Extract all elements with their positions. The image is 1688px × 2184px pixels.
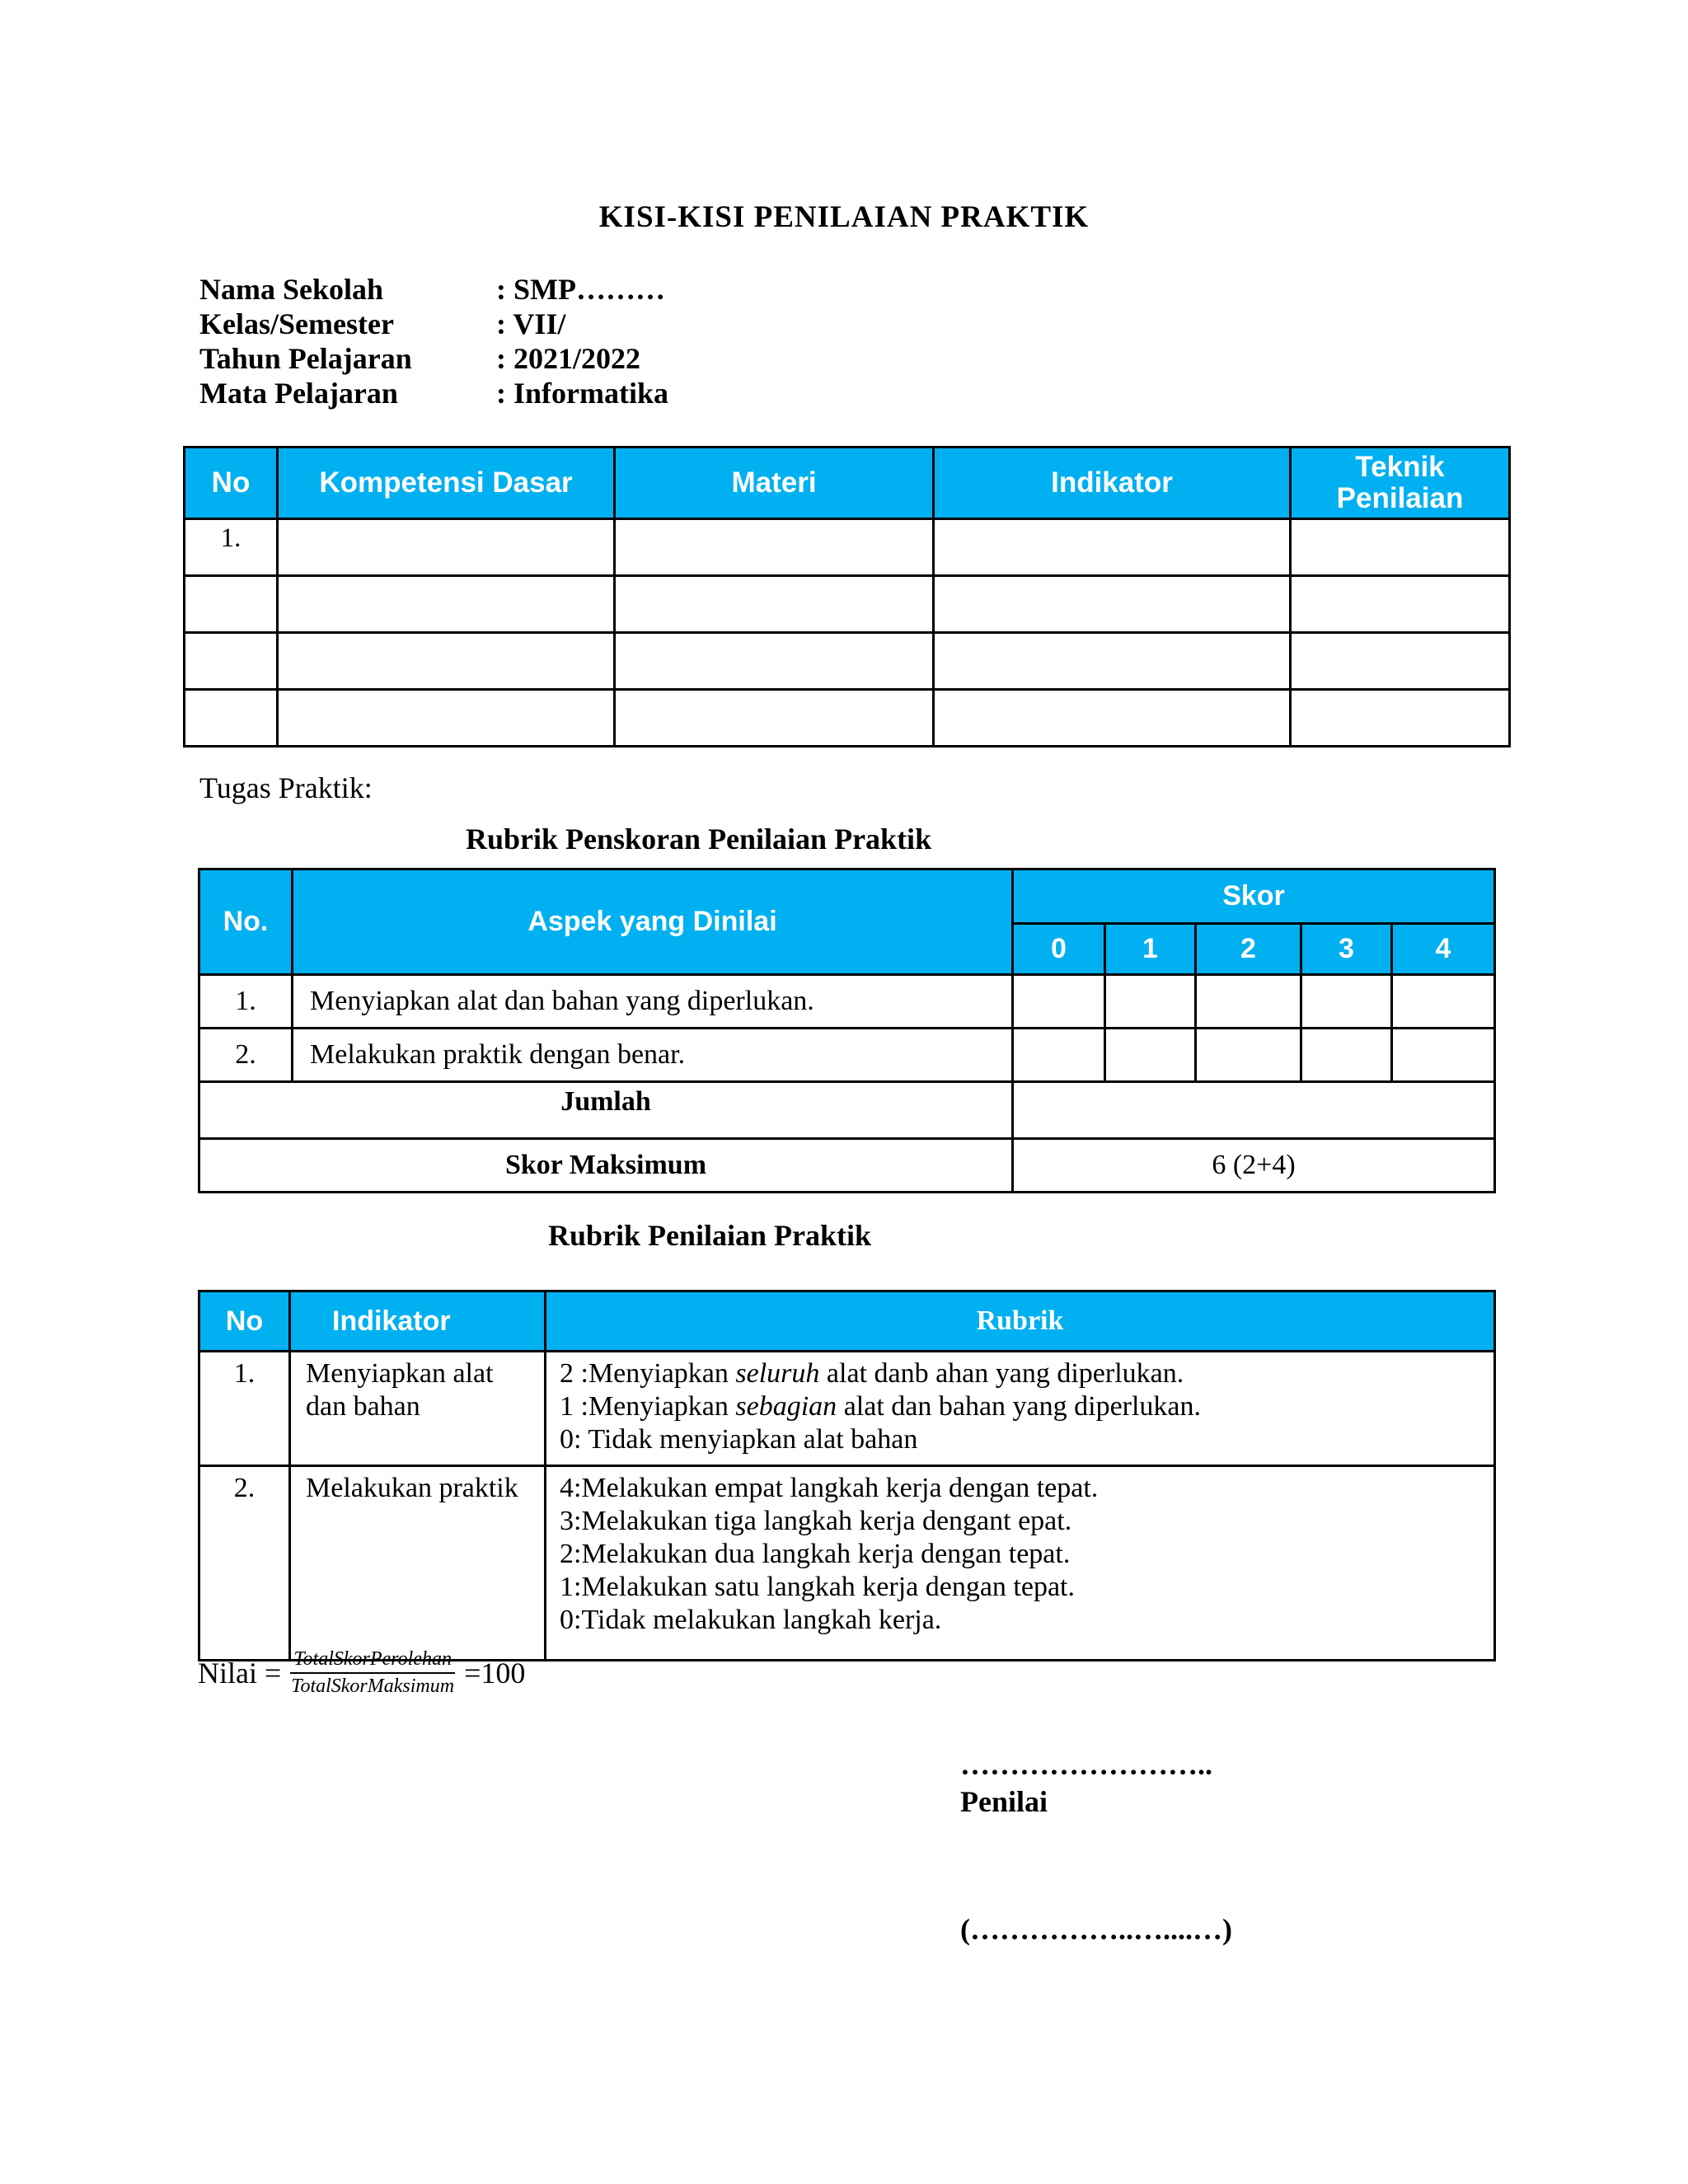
- fraction-denominator: TotalSkorMaksimum: [291, 1675, 455, 1697]
- info-row-subject: [199, 376, 668, 410]
- col-header-teknik: Teknik Penilaian: [1291, 448, 1510, 519]
- skor-col-3: 3: [1301, 924, 1392, 975]
- info-label: Kelas/Semester: [199, 307, 394, 340]
- skor-maks-row: [199, 1139, 1495, 1193]
- nilai-label: Nilai =: [198, 1657, 282, 1690]
- table-row: [199, 1029, 1495, 1082]
- col-header-indikator: Indikator: [290, 1291, 546, 1352]
- skor-col-2: 2: [1196, 924, 1301, 975]
- skor-col-1: 1: [1105, 924, 1196, 975]
- col-header-indikator: Indikator: [934, 448, 1291, 519]
- info-value: : Informatika: [496, 377, 668, 410]
- nilai-suffix: =100: [464, 1657, 526, 1690]
- info-row-school: [199, 272, 668, 307]
- signature-date: ……………………..: [960, 1748, 1212, 1781]
- info-value: : 2021/2022: [496, 342, 640, 375]
- table-row: [185, 576, 1510, 633]
- row-indikator: Menyiapkan alat dan bahan: [290, 1352, 546, 1466]
- table-row: [185, 519, 1510, 576]
- row-aspek: Menyiapkan alat dan bahan yang diperlukan.: [293, 975, 1013, 1029]
- table-row: [185, 633, 1510, 690]
- nilai-formula: [198, 1648, 525, 1698]
- skor-col-4: 4: [1392, 924, 1495, 975]
- col-header-no: No: [185, 448, 278, 519]
- skor-maks-value: 6 (2+4): [1013, 1139, 1495, 1193]
- info-row-class: [199, 307, 668, 341]
- jumlah-row: [199, 1082, 1495, 1139]
- row-aspek: Melakukan praktik dengan benar.: [293, 1029, 1013, 1082]
- cell-no: 1.: [185, 519, 278, 576]
- jumlah-label: Jumlah: [199, 1082, 1013, 1139]
- kisi-kisi-table: [183, 446, 1511, 748]
- col-header-skor: Skor: [1013, 869, 1495, 924]
- info-value: : SMP………: [496, 273, 665, 306]
- row-no: 1.: [199, 1352, 290, 1466]
- fraction-numerator: TotalSkorPerolehan: [290, 1648, 455, 1674]
- info-label: Tahun Pelajaran: [199, 342, 412, 375]
- row-no: 2.: [199, 1029, 293, 1082]
- col-header-rubrik: Rubrik: [546, 1291, 1495, 1352]
- signature-name: (……………..…....…): [960, 1913, 1232, 1946]
- rubrik-penilaian-title: Rubrik Penilaian Praktik: [548, 1219, 872, 1252]
- info-row-year: [199, 341, 668, 376]
- skor-col-0: 0: [1013, 924, 1105, 975]
- rubrik-skor-title: Rubrik Penskoran Penilaian Praktik: [466, 823, 932, 855]
- info-label: Mata Pelajaran: [199, 377, 398, 410]
- row-no: 1.: [199, 975, 293, 1029]
- table-row: [199, 1352, 1495, 1466]
- info-value: : VII/: [496, 307, 566, 340]
- skor-maks-label: Skor Maksimum: [199, 1139, 1013, 1193]
- col-header-no: No: [199, 1291, 290, 1352]
- row-rubrik: 2 :Menyiapkan seluruh alat danb ahan yang diperlukan. 1 :Menyiapkan sebagian alat dan bahan yang diperlukan. 0: Tidak menyiapkan alat bahan: [546, 1352, 1495, 1466]
- signature-role: Penilai: [960, 1785, 1048, 1818]
- nilai-fraction: [288, 1648, 457, 1698]
- col-header-kompetensi: Kompetensi Dasar: [278, 448, 615, 519]
- table-row: [199, 975, 1495, 1029]
- col-header-no: No.: [199, 869, 293, 975]
- col-header-materi: Materi: [615, 448, 934, 519]
- rubrik-skor-table: [198, 868, 1496, 1193]
- rubrik-penilaian-table: [198, 1290, 1496, 1661]
- table-row: [185, 690, 1510, 747]
- info-label: Nama Sekolah: [199, 273, 384, 306]
- school-info: [199, 272, 668, 410]
- row-indikator: Melakukan praktik: [290, 1466, 546, 1661]
- table-row: [199, 1466, 1495, 1661]
- row-no: 2.: [199, 1466, 290, 1661]
- tugas-praktik-label: Tugas Praktik:: [199, 771, 373, 804]
- col-header-aspek: Aspek yang Dinilai: [293, 869, 1013, 975]
- page-title: KISI-KISI PENILAIAN PRAKTIK: [598, 200, 1090, 234]
- row-rubrik: 4:Melakukan empat langkah kerja dengan tepat. 3:Melakukan tiga langkah kerja dengant epat. 2:Melakukan dua langkah kerja dengan tepat. 1:Melakukan satu langkah kerja dengan tepat. 0:Tidak melakukan langkah kerja.: [546, 1466, 1495, 1661]
